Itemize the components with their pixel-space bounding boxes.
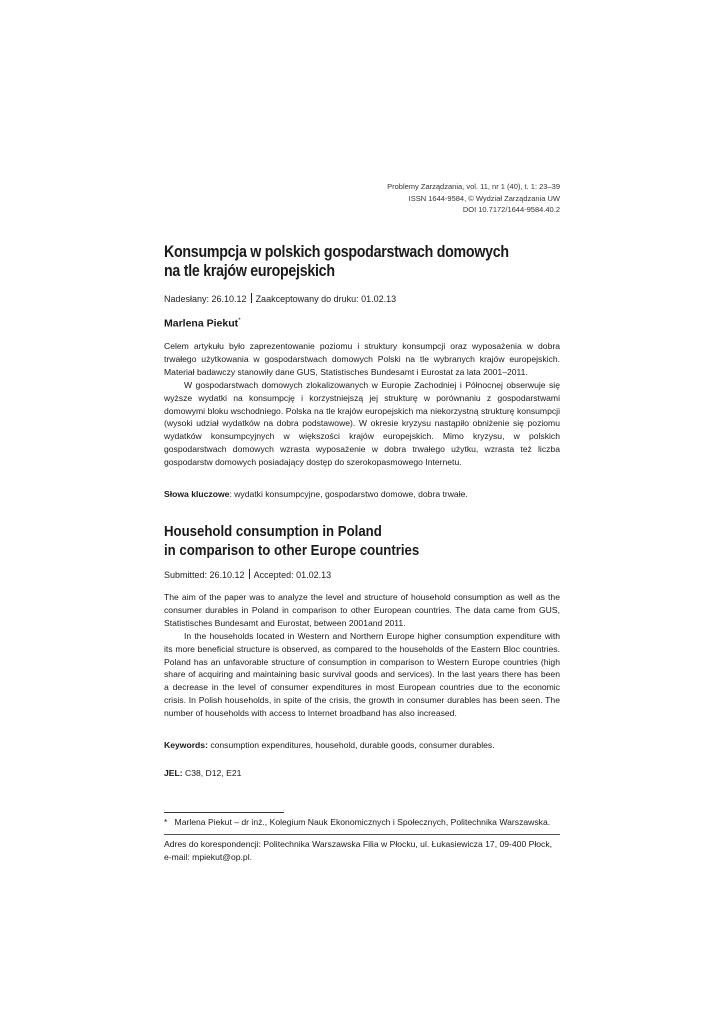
- footnote-address: [164, 838, 560, 863]
- footnote-mark: *: [164, 817, 168, 827]
- abstract-en: [164, 591, 560, 720]
- keywords-pl-text: : wydatki konsumpcyjne, gospodarstwo domowe, dobra trwałe.: [229, 489, 468, 499]
- abstract-pl-paragraph-1: Celem artykułu było zaprezentowanie poziomu i struktury konsumpcji oraz wyposażenia w dobra trwałego użytkowania w gospodarstwach domowych Polski na tle wybranych krajów europejskich. Materiał badawczy stanowiły dane GUS, Statistisches Bundesamt i Eurostat za lata 2001–2011.: [164, 341, 560, 377]
- journal-doi: DOI 10.7172/1644-9584.40.2: [462, 205, 560, 214]
- keywords-en-text: consumption expenditures, household, durable goods, consumer durables.: [207, 740, 495, 750]
- accepted-date-pl: Zaakceptowany do druku: 01.02.13: [255, 294, 397, 304]
- jel-codes: [164, 767, 560, 779]
- footnote-text: Marlena Piekut – dr inż., Kolegium Nauk Ekonomicznych i Społecznych, Politechnika Warszawska.: [174, 817, 551, 827]
- footnote-divider: [164, 834, 560, 835]
- dates-en: [164, 569, 331, 580]
- title-en-line1: Household consumption in Poland: [164, 523, 382, 540]
- separator: [249, 569, 250, 579]
- jel-label: JEL:: [164, 768, 183, 778]
- submitted-date-pl: Nadesłany: 26.10.12: [164, 294, 247, 304]
- author-footnote-mark: *: [238, 317, 241, 324]
- keywords-en: [164, 739, 560, 751]
- abstract-en-paragraph-1: The aim of the paper was to analyze the level and structure of household consumption as well as the consumer durables in Poland in comparison to other European countries. The data came from GUS, Statistisches Bundesamt and Eurostat, between 2001and 2011.: [164, 592, 560, 628]
- title-en-line2: in comparison to other Europe countries: [164, 542, 420, 559]
- dates-pl: [164, 293, 396, 304]
- footnote-rule: [164, 812, 284, 813]
- article-title-pl: [164, 243, 509, 281]
- abstract-en-paragraph-2: In the households located in Western and Northern Europe higher consumption expenditure with its more beneficial structure is observed, as compared to the households of the Eastern Bloc countries. Poland has an unfavorable structure of consumption in comparison to Western Europe countries (high share of acquiring and maintaining basic survival goods and services). In the last years there has been a decrease in the level of consumer expenditures in most European countries due to the economic crisis. In Polish households, in spite of the crisis, the growth in consumer durables has been seen. The number of households with access to Internet broadband has also increased.: [164, 630, 560, 719]
- submitted-date-en: Submitted: 26.10.12: [164, 570, 245, 580]
- accepted-date-en: Accepted: 01.02.13: [253, 570, 332, 580]
- jel-text: C38, D12, E21: [182, 768, 242, 778]
- abstract-pl-paragraph-2: W gospodarstwach domowych zlokalizowanych w Europie Zachodniej i Północnej obserwuje się wyższe wydatki na konsumpcję i korzystniejszą jej strukturę w porównaniu z gospodarstwami domowymi bloku wschodniego. Polska na tle krajów europejskich ma niekorzystną strukturę konsumpcji (wysoki udział wydatków na dobra podstawowe). W okresie kryzysu nastąpiło obniżenie się poziomu wydatków konsumpcyjnych w większości krajów europejskich. Mimo kryzysu, w polskich gospodarstwach domowych wzrasta wyposażenie w dobra trwałego użytku, wzrasta też liczba gospodarstw domowych posiadający dostęp do szerokopasmowego Internetu.: [164, 379, 560, 468]
- article-title-en: [164, 522, 419, 560]
- keywords-en-label: Keywords:: [164, 740, 208, 750]
- footnote-address-text: Adres do korespondencji: Politechnika Warszawska Filia w Płocku, ul. Łukasiewicza 17, 09-400 Płock, e-mail: mpiekut@op.pl.: [164, 839, 553, 862]
- journal-citation: Problemy Zarządzania, vol. 11, nr 1 (40), t. 1: 23–39: [387, 182, 560, 191]
- footnote-author: [164, 816, 560, 829]
- title-pl-line2: na tle krajów europejskich: [164, 262, 335, 280]
- abstract-pl: [164, 340, 560, 469]
- author-name: [164, 317, 241, 330]
- keywords-pl-label: Słowa kluczowe: [164, 489, 230, 499]
- keywords-pl: [164, 488, 560, 500]
- title-pl-line1: Konsumpcja w polskich gospodarstwach domowych: [164, 243, 509, 261]
- journal-info: [387, 181, 560, 216]
- separator: [251, 293, 252, 303]
- author-text: Marlena Piekut: [164, 317, 239, 330]
- journal-issn: ISSN 1644-9584, © Wydział Zarządzania UW: [408, 193, 560, 203]
